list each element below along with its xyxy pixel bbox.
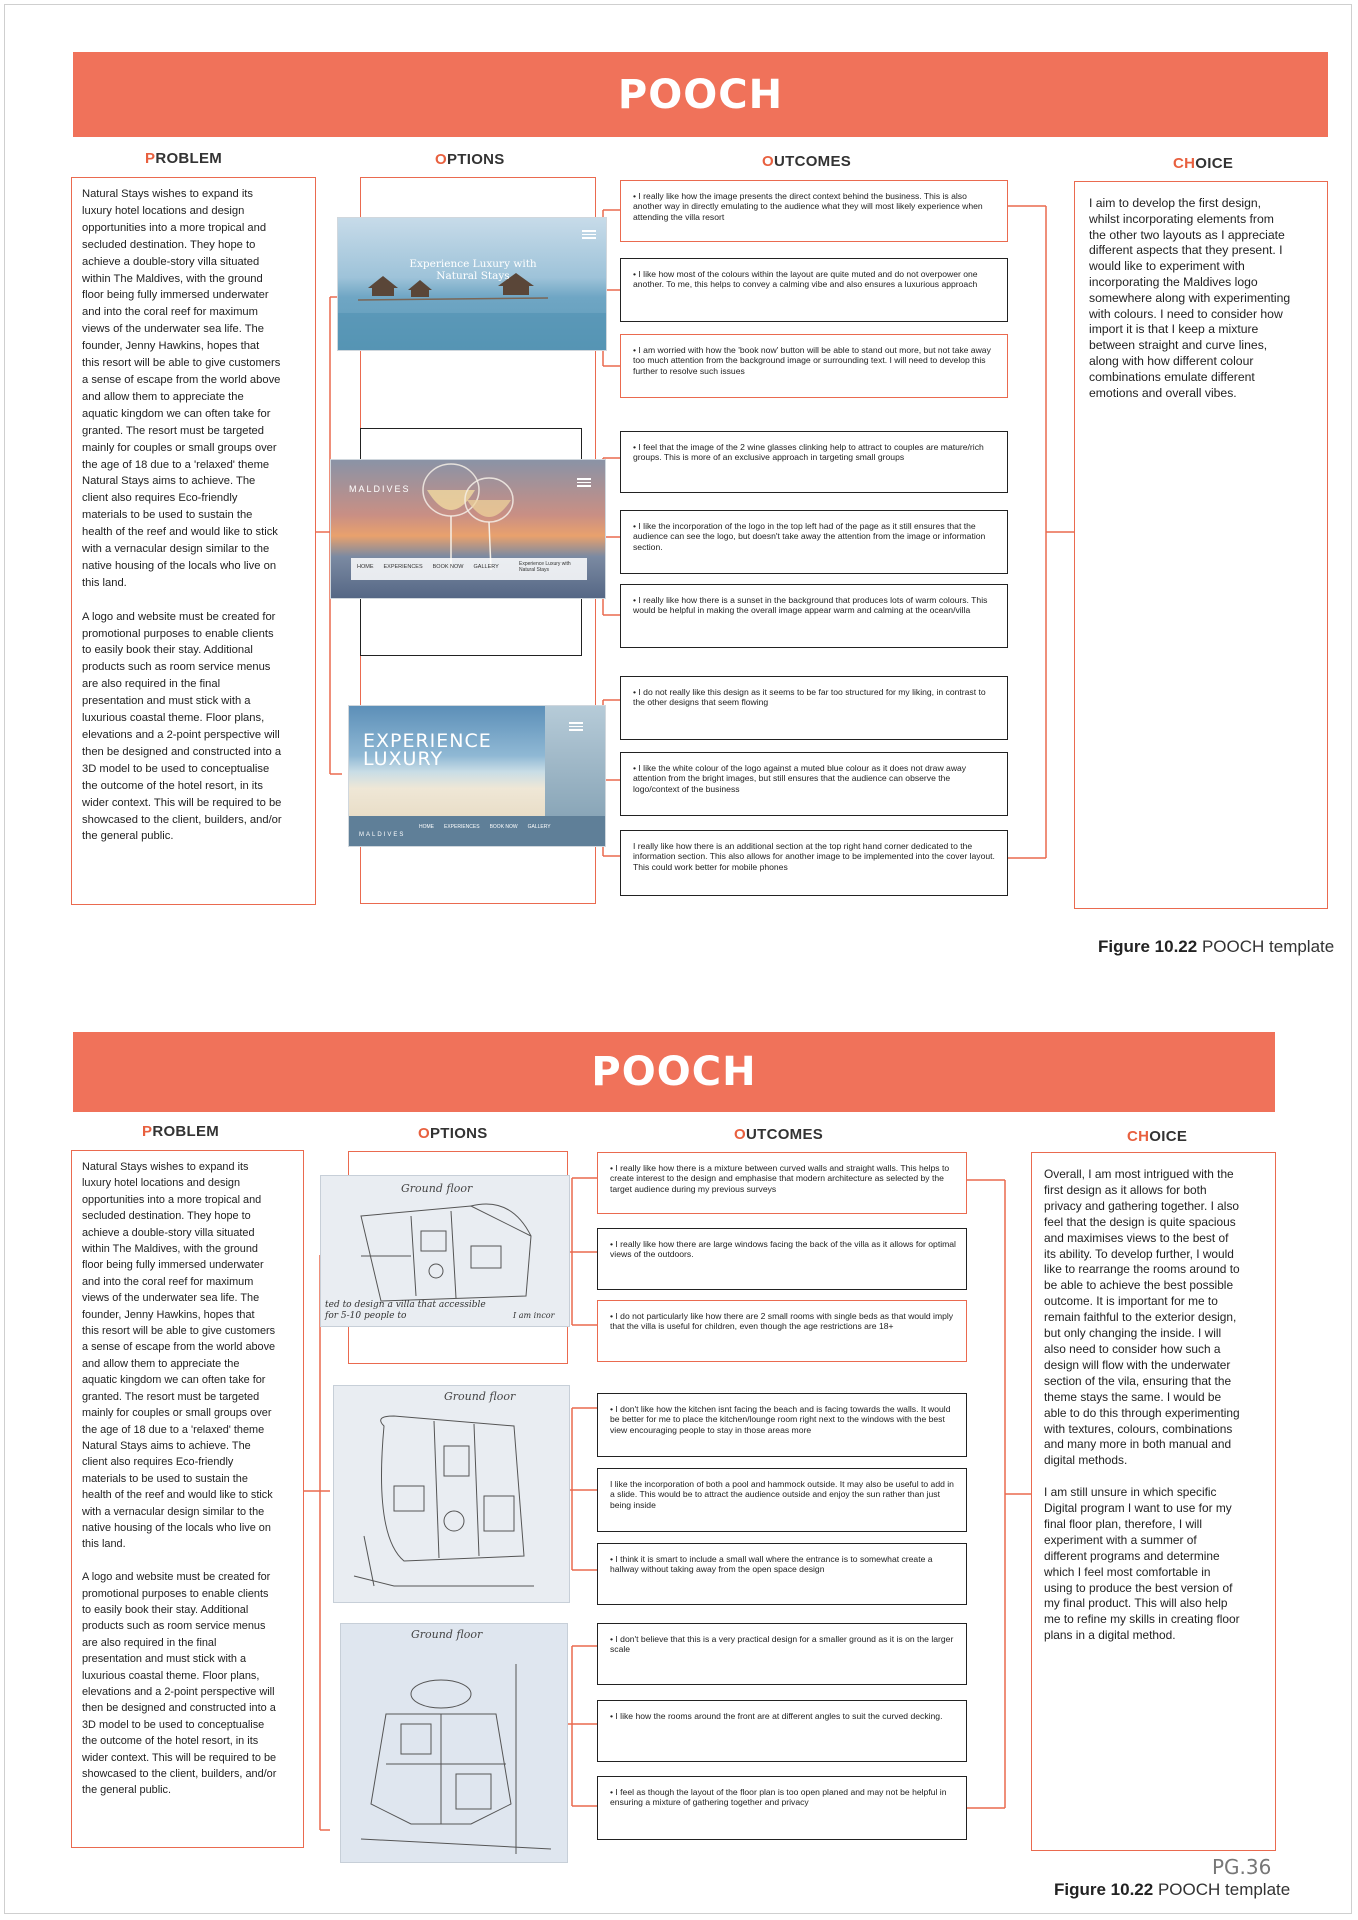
- page-number: PG.36: [1212, 1855, 1272, 1879]
- outcome-box: • I feel as though the layout of the floor plan is too open planed and may not be helpful in ensuring a mixture of gathering together and privacy: [597, 1776, 967, 1840]
- sketch-1-label: Ground floor: [401, 1182, 473, 1195]
- outcome-box: • I really like how there is a mixture between curved walls and straight walls. This helps to create interest to the design and emphasise that modern architecture as selected by the target audience during my previous surveys: [597, 1152, 967, 1214]
- outcome-box: I like the incorporation of both a pool and hammock outside. It may also be useful to add in a slide. This would be to attract the audience outside and enjoy the sun rather than just being inside: [597, 1468, 967, 1532]
- choice-text: I aim to develop the first design, whilst incorporating elements from the other two layouts as I appreciate different aspects that they present. I would like to experiment with incorporating the Maldives logo somewhere along with experimenting with colours. I need to consider how import it is that I keep a mixture between straight and curve lines, along with how different colour combinations emulate different emotions and overall vibes.: [1089, 196, 1291, 400]
- outcome-box: • I really like how there are large windows facing the back of the villa as it allows for optimal views of the outdoors.: [597, 1228, 967, 1290]
- choice-header: CHOICE: [1127, 1128, 1188, 1145]
- problem-header: PROBLEM: [145, 150, 223, 167]
- outcome-box: • I think it is smart to include a small wall where the entrance is to somewhat create a hallway without taking away from the open space design: [597, 1543, 967, 1605]
- option-sketch-1: [320, 1175, 570, 1327]
- options-header: OPTIONS: [435, 151, 505, 168]
- outcome-box: • I like the incorporation of the logo in the top left had of the page as it still ensures that the audience can see the logo, but doesn't take away the attention from the image or information section.: [620, 510, 1008, 574]
- option-3-nav: HOME EXPERIENCES BOOK NOW GALLERY: [419, 824, 551, 830]
- outcome-box: • I don't believe that this is a very practical design for a smaller ground as it is on the larger scale: [597, 1623, 967, 1685]
- outcome-box: I really like how there is an additional section at the top right hand corner dedicated to the information section. This also allows for another image to be implemented into the cover layout. This could work better for mobile phones: [620, 830, 1008, 896]
- options-header: OPTIONS: [418, 1125, 488, 1142]
- outcome-box: • I do not particularly like how there are 2 small rooms with single beds as that would imply that the villa is useful for children, even though the age restrictions are 18+: [597, 1300, 967, 1362]
- sketch-3-label: Ground floor: [411, 1628, 483, 1641]
- outcome-box: • I like how the rooms around the front are at different angles to suit the curved decking.: [597, 1700, 967, 1762]
- problem-box: [71, 1150, 304, 1848]
- outcomes-header: OUTCOMES: [762, 153, 852, 170]
- option-2-logo: MALDIVES: [349, 484, 411, 494]
- outcome-box: • I do not really like this design as it seems to be far too structured for my liking, in contrast to the other designs that seem flowing: [620, 676, 1008, 740]
- sketch-2-label: Ground floor: [444, 1390, 516, 1403]
- outcomes-header: OUTCOMES: [734, 1126, 824, 1143]
- outcome-box: • I really like how there is a sunset in the background that produces lots of warm colours. This would be helpful in making the overall image appear warm and calming at the ocean/villa: [620, 584, 1008, 648]
- outcome-box: • I feel that the image of the 2 wine glasses clinking help to attract to couples are mature/rich groups. This is more of an exclusive approach in targeting small groups: [620, 431, 1008, 493]
- figure-caption: Figure 10.22 POOCH template: [1054, 1880, 1291, 1899]
- sketch-1-note-2: I am incor: [513, 1311, 555, 1320]
- option-sketch-3: [340, 1623, 568, 1863]
- outcome-box: • I like the white colour of the logo against a muted blue colour as it does not draw away attention from the bright images, but still ensures that the audience can observe the logo/context of the business: [620, 752, 1008, 816]
- option-2-nav: HOME EXPERIENCES BOOK NOW GALLERY: [357, 564, 499, 570]
- outcome-box: • I don't like how the kitchen isnt facing the beach and is facing towards the walls. It would be better for me to place the kitchen/lounge room right next to the windows with the best view encouraging people to stay in those areas more: [597, 1393, 967, 1457]
- sketch-1-note: ted to design a villa that accessible for 5-10 people to: [325, 1300, 486, 1321]
- outcome-box: • I like how most of the colours within the layout are quite muted and do not overpower one another. To me, this helps to convey a calming vibe and also ensures a luxurious approach: [620, 258, 1008, 322]
- choice-text: Overall, I am most intrigued with the first design as it allows for both privacy and gathering together. I also feel that the design is quite spacious and maximises views to the best of its ability. To develop further, I would like to rearrange the rooms around to be able to achieve the best possible outcome. It is important for me to remain faithful to the exterior design, but only changing the inside. I will also need to consider how such a design will flow with the underwater section of the vila, ensuring that the theme stays the same. I would be able to do this through experimenting with textures, colours, combinations and many more in both manual and digital methods. I am still unsure in which specific Digital program I want to use for my final floor plan, therefore, I will experiment with a summer of different programs and determine which I feel most comfortable in using to produce the best version of my final product. This will also help me to refine my skills in creating floor plans in a digital method.: [1044, 1167, 1240, 1643]
- option-3-headline: EXPERIENCE LUXURY: [363, 730, 492, 770]
- choice-header: CHOICE: [1173, 155, 1234, 172]
- option-3-logo: MALDIVES: [359, 832, 406, 838]
- problem-header: PROBLEM: [142, 1123, 220, 1140]
- choice-box: [1031, 1152, 1276, 1851]
- outcome-box: • I really like how the image presents the direct context behind the business. This is also another way in directly emulating to the audience what they will most likely experience when attending the villa resort: [620, 180, 1008, 242]
- problem-text: Natural Stays wishes to expand its luxury hotel locations and design opportunities into a more tropical and secluded destination. They hope to achieve a double-story villa situated within The Maldives, with the ground floor being fully immersed underwater and into the coral reef for maximum views of the underwater sea life. The founder, Jenny Hawkins, hopes that this resort will be able to give customers a sense of escape from the world above and allow them to appreciate the aquatic kingdom we can often take for granted. The resort must be targeted mainly for couples or small groups over the age of 18 due to a 'relaxed' theme Natural Stays aims to achieve. The client also requires Eco-friendly materials to be used to sustain the health of the reef and would like to stick with a vernacular design similar to the native housing of the locals who live on this land. A logo and website must be created for promotional purposes to enable clients to easily book their stay. Additional products such as room service menus are also required in the final presentation and must stick with a luxurious coastal theme. Floor plans, elevations and a 2-point perspective will then be designed and constructed into a 3D model to be used to conceptualise the outcome of the hotel resort, in its wider context. This will be required to be showcased to the client, builders, and/or the general public.: [82, 1161, 277, 1797]
- pooch-banner: POOCH: [73, 52, 1328, 137]
- outcome-box: • I am worried with how the 'book now' button will be able to stand out more, but not take away too much attention from the background image or surrounding text. I will need to develop this further to resolve such issues: [620, 334, 1008, 398]
- option-2-tag: Experience Luxury with Natural Stays: [519, 561, 571, 573]
- option-sketch-2: [333, 1385, 570, 1603]
- problem-text: Natural Stays wishes to expand its luxury hotel locations and design opportunities into a more tropical and secluded destination. They hope to achieve a double-story villa situated within The Maldives, with the ground floor being fully immersed underwater and into the coral reef for maximum views of the underwater sea life. The founder, Jenny Hawkins, hopes that this resort will be able to give customers a sense of escape from the world above and allow them to appreciate the aquatic kingdom we can often take for granted. The resort must be targeted mainly for couples or small groups over the age of 18 due to a 'relaxed' theme Natural Stays aims to achieve. The client also requires Eco-friendly materials to be used to sustain the health of the reef and would like to stick with a vernacular design similar to the native housing of the locals who live on this land. A logo and website must be created for promotional purposes to enable clients to easily book their stay. Additional products such as room service menus are also required in the final presentation and must stick with a luxurious coastal theme. Floor plans, elevations and a 2-point perspective will then be designed and constructed into a 3D model to be used to conceptualise the outcome of the hotel resort, in its wider context. This will be required to be showcased to the client, builders, and/or the general public.: [82, 188, 282, 843]
- figure-caption: Figure 10.22 POOCH template: [1098, 937, 1335, 956]
- option-1-overlay-text: Experience Luxury with Natural Stays: [409, 258, 537, 282]
- pooch-banner: POOCH: [73, 1032, 1275, 1112]
